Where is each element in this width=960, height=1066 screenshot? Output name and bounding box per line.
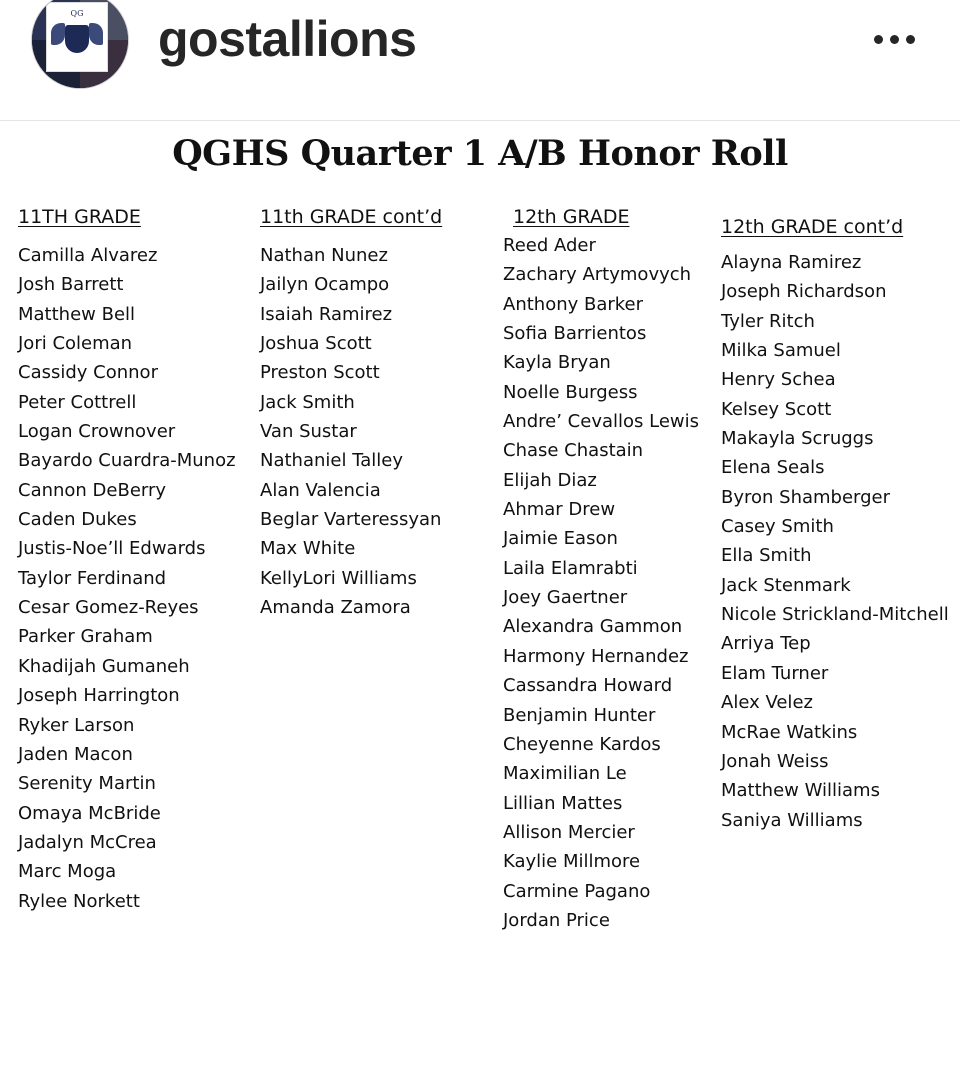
name-item: KellyLori Williams (260, 567, 417, 589)
name-item: Matthew Bell (18, 303, 136, 325)
name-item: Lillian Mattes (503, 792, 623, 814)
name-item: Amanda Zamora (260, 597, 411, 619)
name-item: Maximilian Le (503, 763, 627, 785)
name-item: Elam Turner (721, 662, 829, 684)
name-item: Rylee Norkett (18, 890, 140, 912)
column-heading: 11TH GRADE (18, 206, 141, 228)
name-item: Cheyenne Kardos (503, 733, 661, 755)
name-item: Joseph Harrington (18, 685, 180, 707)
column-heading: 12th GRADE (513, 206, 630, 228)
name-item: Nathaniel Talley (260, 450, 403, 472)
name-item: Makayla Scruggs (721, 428, 874, 450)
column-heading: 12th GRADE cont’d (721, 216, 904, 238)
name-item: Preston Scott (260, 362, 380, 384)
post-image (0, 121, 960, 1066)
name-item: Logan Crownover (18, 421, 176, 443)
name-item: Khadijah Gumaneh (18, 655, 190, 677)
name-item: Camilla Alvarez (18, 245, 158, 266)
name-item: Joseph Richardson (721, 281, 887, 303)
name-item: Jack Smith (260, 391, 355, 413)
name-item: Matthew Williams (721, 780, 880, 802)
name-item: Bayardo Cuardra-Munoz (18, 450, 236, 472)
name-item: Andre’ Cevallos Lewis (503, 411, 699, 433)
name-item: Serenity Martin (18, 773, 156, 795)
column-heading: 11th GRADE cont’d (260, 206, 443, 228)
name-item: Kayla Bryan (503, 352, 611, 374)
name-item: Carmine Pagano (503, 880, 651, 902)
name-item: Jack Stenmark (721, 574, 851, 596)
avatar-monogram: QG (70, 9, 84, 18)
name-item: Jaden Macon (18, 743, 133, 765)
name-item: Joey Gaertner (503, 587, 628, 609)
school-crest-icon (46, 2, 108, 72)
name-item: Elijah Diaz (503, 469, 597, 491)
name-item: Alexandra Gammon (503, 616, 683, 638)
name-item: Cassidy Connor (18, 362, 158, 384)
post-header (0, 0, 960, 121)
name-item: Ella Smith (721, 545, 812, 567)
honor-roll-title: QGHS Quarter 1 A/B Honor Roll (172, 133, 788, 174)
name-item: Jonah Weiss (721, 750, 829, 772)
name-item: Taylor Ferdinand (18, 567, 167, 589)
name-item: Laila Elamrabti (503, 557, 638, 579)
name-item: Alayna Ramirez (721, 252, 862, 273)
name-item: Alan Valencia (260, 479, 381, 501)
name-item: Elena Seals (721, 457, 825, 479)
name-item: Anthony Barker (503, 293, 644, 315)
more-options-icon[interactable] (862, 24, 926, 54)
name-item: Josh Barrett (18, 274, 124, 296)
name-item: Tyler Ritch (721, 310, 815, 332)
name-list (260, 241, 441, 622)
name-item: Harmony Hernandez (503, 645, 689, 667)
name-item: Isaiah Ramirez (260, 303, 393, 325)
name-item: Caden Dukes (18, 509, 137, 531)
name-item: Jori Coleman (18, 333, 133, 355)
name-item: Cesar Gomez-Reyes (18, 597, 199, 619)
name-item: Byron Shamberger (721, 486, 891, 508)
username[interactable]: gostallions (158, 11, 417, 67)
name-item: Omaya McBride (18, 802, 161, 824)
name-item: Chase Chastain (503, 440, 644, 462)
name-item: Noelle Burgess (503, 381, 638, 403)
name-item: Marc Moga (18, 861, 117, 883)
name-item: Justis-Noe’ll Edwards (18, 538, 206, 560)
name-item: Saniya Williams (721, 809, 863, 831)
name-item: Parker Graham (18, 626, 153, 648)
name-item: Jaimie Eason (503, 528, 618, 550)
name-item: Cassandra Howard (503, 675, 673, 697)
name-item: Kelsey Scott (721, 398, 832, 420)
name-item: Milka Samuel (721, 340, 841, 362)
name-item: Arriya Tep (721, 633, 811, 655)
name-item: Alex Velez (721, 692, 813, 714)
name-item: Cannon DeBerry (18, 479, 167, 501)
name-item: Nicole Strickland-Mitchell (721, 604, 949, 626)
name-item: Nathan Nunez (260, 245, 388, 266)
name-list (18, 241, 236, 916)
avatar[interactable] (32, 0, 128, 88)
name-item: Joshua Scott (260, 333, 372, 355)
name-item: Casey Smith (721, 516, 834, 538)
name-item: Sofia Barrientos (503, 323, 647, 345)
name-item: Reed Ader (503, 235, 596, 256)
name-list (503, 231, 699, 935)
name-item: Jordan Price (503, 909, 610, 931)
name-item: Jadalyn McCrea (18, 831, 157, 853)
name-item: Zachary Artymovych (503, 264, 692, 286)
name-item: Max White (260, 538, 356, 560)
name-item: Benjamin Hunter (503, 704, 656, 726)
name-item: Allison Mercier (503, 821, 635, 843)
name-item: McRae Watkins (721, 721, 858, 743)
name-item: Peter Cottrell (18, 391, 137, 413)
name-item: Beglar Varteressyan (260, 509, 442, 531)
name-item: Henry Schea (721, 369, 836, 391)
name-item: Jailyn Ocampo (260, 274, 390, 296)
name-item: Van Sustar (260, 421, 357, 443)
name-item: Ahmar Drew (503, 499, 616, 521)
name-item: Ryker Larson (18, 714, 135, 736)
name-list (721, 248, 949, 835)
name-item: Kaylie Millmore (503, 851, 641, 873)
